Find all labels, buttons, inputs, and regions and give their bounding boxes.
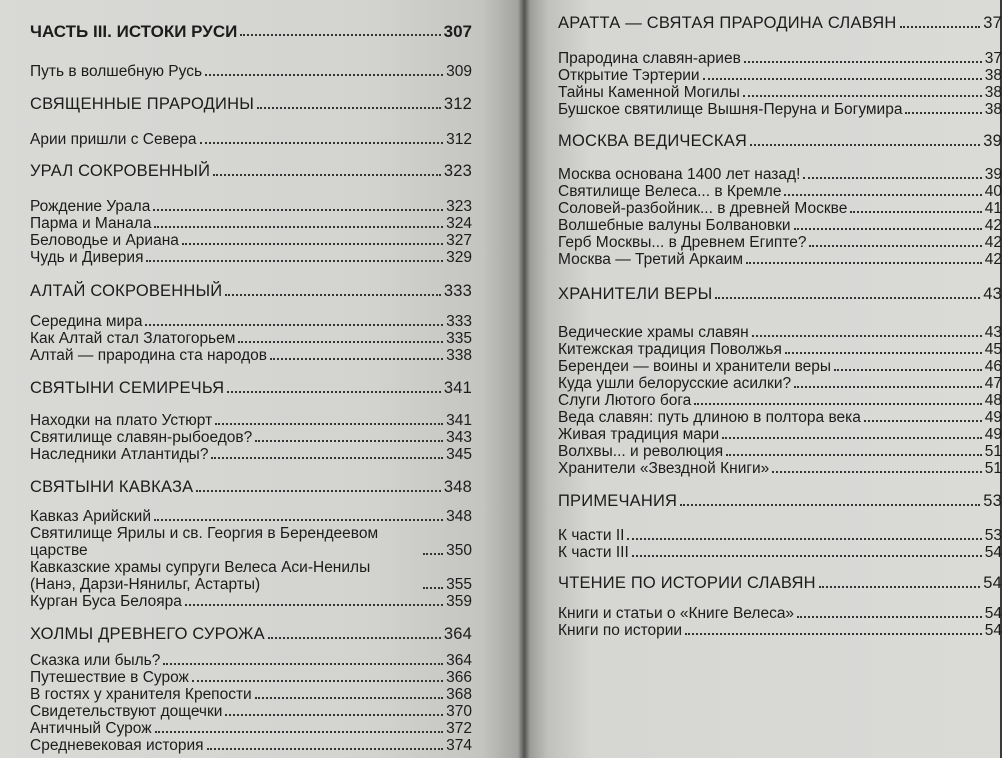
toc-entry — [558, 605, 1002, 622]
dot-leader — [900, 23, 981, 28]
toc-page-number: 341 — [446, 412, 472, 429]
dot-leader — [154, 223, 443, 228]
toc-page-number: 359 — [446, 593, 472, 610]
toc-entry-title: Слуги Лютого бога — [558, 392, 692, 409]
toc-entry-title: Парма и Манала — [30, 215, 152, 232]
toc-section-heading — [30, 626, 472, 643]
toc-entry — [30, 347, 472, 364]
toc-page-number: 43 — [983, 285, 1002, 303]
dot-leader — [809, 242, 981, 247]
toc-page-number: 46 — [984, 358, 1002, 375]
toc-entry — [558, 527, 1002, 544]
dot-leader — [182, 240, 443, 245]
toc-section-heading — [30, 380, 472, 397]
toc-entry — [558, 375, 1002, 392]
toc-entry-title: Путь в волшебную Русь — [30, 63, 203, 80]
dot-leader — [255, 437, 443, 442]
toc-entry-title: К части II — [558, 527, 625, 544]
toc-entry-title: Святилище славян-рыбоедов? — [30, 429, 253, 446]
dot-leader — [153, 206, 443, 211]
toc-entry — [30, 63, 472, 80]
toc-entry-title: Книги и статьи о «Книге Велеса» — [558, 605, 795, 622]
toc-entry-title: Наследники Атлантиды? — [30, 446, 209, 463]
toc-page-number: 312 — [446, 131, 472, 148]
toc-entry — [558, 67, 1002, 84]
dot-leader — [864, 417, 982, 422]
toc-page-number: 38 — [984, 84, 1002, 101]
toc-entry — [558, 166, 1002, 183]
toc-entry-title: К части III — [558, 544, 629, 561]
toc-section-heading — [558, 575, 1002, 592]
toc-entry-title: Алтай — прародина ста народов — [30, 347, 268, 364]
dot-leader — [207, 745, 444, 750]
dot-leader — [819, 583, 981, 588]
toc-page-number: 54 — [984, 622, 1002, 639]
toc-entry-title: Чудь и Диверия — [30, 249, 144, 266]
toc-entry-title: ХОЛМЫ ДРЕВНЕГО СУРОЖА — [30, 625, 265, 643]
dot-leader — [196, 487, 441, 492]
toc-entry — [558, 544, 1002, 561]
dot-leader — [225, 291, 440, 296]
toc-entry-title: Веда славян: путь длиною в полтора века — [558, 409, 861, 426]
toc-page-number: 348 — [443, 478, 472, 496]
toc-entry-title: Свидетельствуют дощечки — [30, 703, 223, 720]
dot-leader — [185, 601, 443, 606]
toc-section-heading — [30, 283, 472, 300]
toc-entry-title: Книги по истории — [558, 622, 683, 639]
toc-entry-title: УРАЛ СОКРОВЕННЫЙ — [30, 162, 211, 180]
toc-entry — [558, 409, 1002, 426]
toc-entry-title: Находки на плато Устюрт — [30, 412, 213, 429]
dot-leader — [200, 139, 444, 144]
toc-entry-title: Бушское святилище Вышня-Перуна и Богумира — [558, 101, 903, 118]
toc-page-number: 51 — [984, 443, 1002, 460]
toc-entry — [558, 324, 1002, 341]
toc-section-heading — [30, 163, 472, 180]
toc-page-number: 324 — [446, 215, 472, 232]
toc-page-number: 43 — [984, 324, 1002, 341]
toc-entry-title: Святилище Ярилы и св. Георгия в Берендеевом царстве — [30, 525, 379, 559]
toc-entry-title: ЧАСТЬ III. ИСТОКИ РУСИ — [30, 22, 238, 41]
book-gutter — [518, 0, 530, 758]
toc-page-number: 343 — [446, 429, 472, 446]
dot-leader — [145, 321, 443, 326]
toc-section-heading — [558, 15, 1002, 32]
toc-page-number: 348 — [446, 508, 472, 525]
toc-page-number: 333 — [446, 313, 472, 330]
toc-section-heading — [30, 23, 472, 40]
dot-leader — [794, 225, 982, 230]
toc-page-number: 333 — [443, 282, 472, 300]
toc-page-number: 309 — [446, 63, 472, 80]
dot-leader — [146, 257, 443, 262]
toc-entry — [30, 198, 472, 215]
toc-entry — [558, 234, 1002, 251]
toc-entry — [30, 429, 472, 446]
toc-entry — [30, 669, 472, 686]
toc-page-number: 54 — [984, 544, 1002, 561]
dot-leader — [225, 711, 443, 716]
toc-entry-title: Курган Буса Белояра — [30, 593, 182, 610]
dot-leader — [722, 434, 982, 439]
dot-leader — [743, 92, 982, 97]
dot-leader — [703, 75, 982, 80]
toc-section-heading — [30, 479, 472, 496]
toc-entry-title: Волхвы... и революция — [558, 443, 724, 460]
toc-page-number: 41 — [984, 200, 1002, 217]
toc-page-number: 374 — [446, 737, 472, 754]
dot-leader — [163, 660, 443, 665]
toc-entry-title: Герб Москвы... в Древнем Египте? — [558, 234, 807, 251]
toc-page-number: 323 — [443, 162, 472, 180]
toc-entry-title: СВЯЩЕННЫЕ ПРАРОДИНЫ — [30, 95, 255, 113]
toc-entry — [30, 215, 472, 232]
dot-leader — [905, 109, 981, 114]
toc-entry — [558, 426, 1002, 443]
dot-leader — [694, 400, 981, 405]
toc-page-number: 38 — [984, 101, 1002, 118]
dot-leader — [746, 259, 982, 264]
toc-page-number: 39 — [983, 132, 1002, 150]
dot-leader — [785, 349, 982, 354]
toc-section-heading — [558, 133, 1002, 150]
toc-entry-title: АЛТАЙ СОКРОВЕННЫЙ — [30, 282, 223, 300]
toc-page-number: 38 — [984, 67, 1002, 84]
toc-entry-title: Волшебные валуны Болвановки — [558, 217, 791, 234]
toc-entry-title: Кавказ Арийский — [30, 508, 151, 525]
dot-leader — [227, 388, 441, 393]
toc-page-number: 54 — [983, 574, 1002, 592]
toc-entry-title: Тайны Каменной Могилы — [558, 84, 740, 101]
toc-page-number: 350 — [446, 542, 472, 559]
toc-entry — [558, 251, 1002, 268]
toc-entry — [558, 392, 1002, 409]
dot-leader — [423, 584, 443, 589]
toc-entry — [558, 200, 1002, 217]
dot-leader — [803, 174, 981, 179]
toc-entry-title: Хранители «Звездной Книги» — [558, 460, 770, 477]
toc-page-number: 368 — [446, 686, 472, 703]
toc-entry — [558, 217, 1002, 234]
toc-entry-title: Китежская традиция Поволжья — [558, 341, 782, 358]
dot-leader — [794, 383, 982, 388]
toc-entry — [30, 412, 472, 429]
dot-leader — [834, 366, 982, 371]
toc-entry — [30, 593, 472, 610]
toc-page-number: 364 — [443, 625, 472, 643]
toc-section-heading — [558, 493, 1002, 510]
toc-page-number: 370 — [446, 703, 472, 720]
toc-section-heading — [30, 96, 472, 113]
dot-leader — [715, 294, 980, 299]
toc-entry — [30, 313, 472, 330]
toc-page-number: 48 — [984, 392, 1002, 409]
dot-leader — [205, 71, 443, 76]
toc-entry-title: Берендеи — воины и хранители веры — [558, 358, 832, 375]
toc-entry — [558, 622, 1002, 639]
toc-page-number: 329 — [446, 249, 472, 266]
toc-entry-title: Середина мира — [30, 313, 143, 330]
toc-page-number: 42 — [984, 217, 1002, 234]
dot-leader — [240, 31, 440, 36]
toc-page-number: 323 — [446, 198, 472, 215]
toc-entry-title: Античный Сурож — [30, 720, 152, 737]
dot-leader — [772, 468, 981, 473]
dot-leader — [154, 516, 443, 521]
toc-page-number: 47 — [984, 375, 1002, 392]
toc-entry — [30, 720, 472, 737]
toc-page-number: 42 — [984, 251, 1002, 268]
toc-entry — [30, 703, 472, 720]
dot-leader — [192, 677, 443, 682]
toc-entry-title: Кавказские храмы супруги Велеса Аси-Ненилы (Нанэ, Дарзи-Нянильг, Астарты) — [30, 559, 371, 593]
toc-entry-title: МОСКВА ВЕДИЧЕСКАЯ — [558, 132, 748, 150]
toc-entry-title: Путешествие в Сурож — [30, 669, 189, 686]
toc-entry-title: Куда ушли белорусские асилки? — [558, 375, 792, 392]
toc-entry-title: Беловодье и Ариана — [30, 232, 179, 249]
toc-entry-title: ХРАНИТЕЛИ ВЕРЫ — [558, 285, 713, 303]
toc-entry-title: СВЯТЫНИ КАВКАЗА — [30, 478, 194, 496]
toc-entry-title: Святилище Велеса... в Кремле — [558, 183, 782, 200]
dot-leader — [685, 630, 982, 635]
toc-page-number: 39 — [984, 166, 1002, 183]
toc-entry-title: АРАТТА — СВЯТАЯ ПРАРОДИНА СЛАВЯН — [558, 14, 897, 32]
toc-section-heading — [558, 286, 1002, 303]
toc-entry — [558, 183, 1002, 200]
toc-entry — [30, 737, 472, 754]
toc-entry — [30, 559, 472, 593]
toc-page-number: 327 — [446, 232, 472, 249]
toc-page-number: 37 — [984, 50, 1002, 67]
toc-entry — [30, 131, 472, 148]
dot-leader — [627, 535, 981, 540]
toc-entry — [558, 358, 1002, 375]
dot-leader — [268, 634, 441, 639]
toc-entry — [30, 330, 472, 347]
dot-leader — [726, 451, 982, 456]
toc-page-number: 51 — [984, 460, 1002, 477]
toc-entry-title: Москва — Третий Аркаим — [558, 251, 744, 268]
dot-leader — [213, 171, 441, 176]
toc-entry-title: СВЯТЫНИ СЕМИРЕЧЬЯ — [30, 379, 225, 397]
toc-entry — [558, 443, 1002, 460]
toc-page-number: 366 — [446, 669, 472, 686]
toc-entry — [30, 686, 472, 703]
toc-entry — [558, 341, 1002, 358]
dot-leader — [784, 191, 981, 196]
toc-entry — [30, 249, 472, 266]
right-page — [524, 0, 1000, 758]
toc-page-number: 307 — [443, 22, 472, 41]
toc-page-number: 37 — [983, 14, 1002, 32]
toc-entry — [558, 84, 1002, 101]
toc-entry-title: Открытие Тэртерии — [558, 67, 700, 84]
toc-entry-title: ЧТЕНИЕ ПО ИСТОРИИ СЛАВЯН — [558, 574, 816, 592]
toc-page-number: 45 — [984, 341, 1002, 358]
dot-leader — [270, 355, 443, 360]
toc-page-number: 54 — [984, 605, 1002, 622]
toc-entry-title: Как Алтай стал Златогорьем — [30, 330, 236, 347]
toc-entry-title: ПРИМЕЧАНИЯ — [558, 492, 678, 510]
toc-page-number: 364 — [446, 652, 472, 669]
toc-entry — [558, 460, 1002, 477]
toc-page-number: 49 — [984, 409, 1002, 426]
toc-entry — [30, 232, 472, 249]
toc-entry — [30, 652, 472, 669]
toc-page-number: 42 — [984, 234, 1002, 251]
dot-leader — [215, 420, 443, 425]
dot-leader — [155, 728, 444, 733]
toc-entry-title: Живая традиция мари — [558, 426, 720, 443]
dot-leader — [632, 552, 982, 557]
dot-leader — [752, 332, 982, 337]
dot-leader — [680, 501, 980, 506]
toc-page-number: 355 — [446, 576, 472, 593]
toc-entry — [30, 508, 472, 525]
dot-leader — [423, 550, 443, 555]
toc-page-number: 53 — [983, 492, 1002, 510]
dot-leader — [257, 104, 441, 109]
toc-entry-title: В гостях у хранителя Крепости — [30, 686, 252, 703]
dot-leader — [750, 141, 980, 146]
toc-entry — [558, 50, 1002, 67]
dot-leader — [211, 454, 443, 459]
dot-leader — [797, 613, 982, 618]
toc-entry-title: Москва основана 1400 лет назад! — [558, 166, 801, 183]
toc-entry-title: Рождение Урала — [30, 198, 151, 215]
toc-entry-title: Сказка или быль? — [30, 652, 161, 669]
toc-entry-title: Средневековая история — [30, 737, 204, 754]
toc-entry-title: Соловей-разбойник... в древней Москве — [558, 200, 848, 217]
toc-entry — [558, 101, 1002, 118]
toc-entry — [30, 525, 472, 559]
toc-entry-title: Арии пришли с Севера — [30, 131, 197, 148]
toc-entry-title: Ведические храмы славян — [558, 324, 749, 341]
dot-leader — [850, 208, 981, 213]
toc-page-number: 341 — [443, 379, 472, 397]
toc-entry — [30, 446, 472, 463]
toc-page-number: 372 — [446, 720, 472, 737]
dot-leader — [744, 58, 982, 63]
toc-page-number: 49 — [984, 426, 1002, 443]
dot-leader — [255, 694, 443, 699]
dot-leader — [238, 338, 443, 343]
toc-entry-title: Прародина славян-ариев — [558, 50, 741, 67]
toc-page-number: 312 — [443, 95, 472, 113]
toc-page-number: 345 — [446, 446, 472, 463]
toc-page-number: 338 — [446, 347, 472, 364]
toc-page-number: 335 — [446, 330, 472, 347]
toc-page-number: 53 — [984, 527, 1002, 544]
toc-page-number: 40 — [984, 183, 1002, 200]
